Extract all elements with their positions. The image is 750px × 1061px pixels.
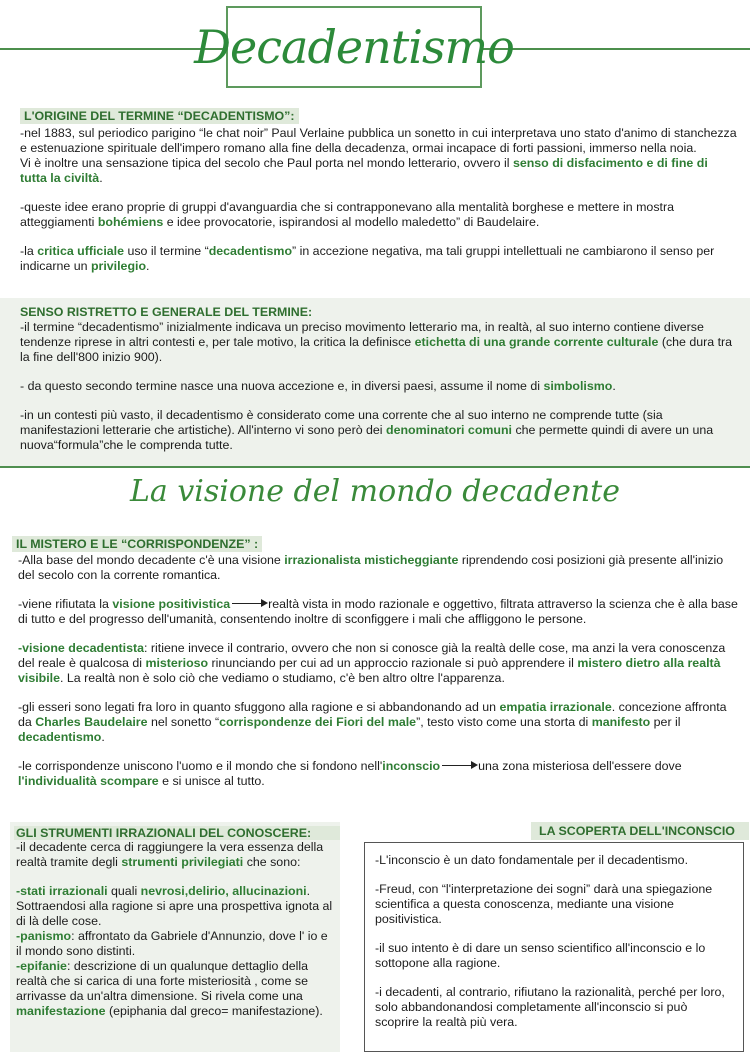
highlight: inconscio xyxy=(382,759,441,773)
paragraph: -il suo intento è di dare un senso scientifico all'inconscio e lo sottopone alla ragione. xyxy=(375,941,706,970)
highlight: mistero dietro alla realtà visibile xyxy=(18,656,721,685)
text: -nel 1883, sul periodico parigino “le chat noir” Paul Verlaine pubblica un sonetto in cui interpretava uno stato d'animo di stanchezza e estenuazione spirituale dell'impero romano alla fine della decadenza, ormai incapace di forti passioni, immerso nella noia. xyxy=(20,126,737,155)
highlight: -epifanie xyxy=(16,959,67,973)
title-rule-left xyxy=(0,48,226,50)
heading-text: SENSO RISTRETTO E GENERALE DEL TERMINE: xyxy=(20,305,313,319)
paragraph xyxy=(18,700,738,745)
page-title: Decadentismo xyxy=(194,20,514,74)
text: -le corrispondenze uniscono l'uomo e il mondo che si fondono nell' xyxy=(18,759,383,773)
text: per il xyxy=(650,715,681,729)
unconscious-panel xyxy=(364,842,744,1052)
paragraph xyxy=(18,641,738,686)
highlight: empatia irrazionale xyxy=(499,700,612,714)
paragraph xyxy=(16,929,334,959)
highlight: etichetta di una grande corrente culturale xyxy=(414,335,659,349)
arrow-right-icon xyxy=(442,765,476,766)
text: . xyxy=(612,379,616,393)
highlight: -panismo xyxy=(16,929,72,943)
highlight: bohémiens xyxy=(97,215,164,229)
highlight: Charles Baudelaire xyxy=(35,715,148,729)
text: che sono: xyxy=(243,855,301,869)
highlight: misterioso xyxy=(145,656,209,670)
text: -in un contesti più vasto, il decadentismo è considerato come una corrente che al suo interno ne comprende tutte (sia manifestazioni letterarie che artistiche). All'interno vi sono però dei xyxy=(20,408,663,437)
highlight: corrispondenze dei Fiori del male xyxy=(219,715,417,729)
text: -la xyxy=(20,244,38,258)
text: . xyxy=(146,259,150,273)
text: . concezione affronta da xyxy=(18,700,727,729)
highlight: l'individualità scompare xyxy=(18,774,159,788)
irrational-tools-heading: GLI STRUMENTI IRRAZIONALI DEL CONOSCERE: xyxy=(14,826,340,840)
text: rinunciando per cui ad un approccio razionale si può apprendere il xyxy=(208,656,578,670)
paragraph xyxy=(20,320,738,365)
section-mystery xyxy=(12,535,738,789)
paragraph: -L'inconscio è un dato fondamentale per il decadentismo. xyxy=(375,853,689,867)
highlight: privilegio xyxy=(90,259,147,273)
text: : affrontato da Gabriele d'Annunzio, dove l' io e il mondo sono distinti. xyxy=(16,929,328,958)
highlight: visione positivistica xyxy=(112,597,231,611)
text: (epiphania dal greco= manifestazione). xyxy=(105,1004,323,1018)
page-title-box xyxy=(194,6,514,88)
paragraph xyxy=(18,597,738,627)
paragraph xyxy=(18,759,738,789)
highlight: manifesto xyxy=(591,715,651,729)
highlight: irrazionalista misticheggiante xyxy=(284,553,459,567)
text: -Alla base del mondo decadente c'è una visione xyxy=(18,553,285,567)
text: (che dura tra la fine dell'800 inizio 900). xyxy=(20,335,733,364)
text: . Sottraendosi alla ragione si apre una prospettiva ignota al di là delle cose. xyxy=(16,884,333,928)
highlight: nevrosi,delirio, allucinazioni xyxy=(140,884,307,898)
text: che permette quindi di avere un una nuova“formula”che le comprenda tutte. xyxy=(20,423,714,452)
paragraph xyxy=(18,553,738,583)
section-origin-heading: L'ORIGINE DEL TERMINE “DECADENTISMO”: xyxy=(20,108,299,124)
highlight: senso di disfacimento e di fine di tutta la civiltà xyxy=(20,156,708,185)
text: : descrizione di un qualunque dettaglio della realtà che si carica di una forte misteriosità , come se arrivasse da un'altra dimensione. Si rivela come una xyxy=(16,959,309,1003)
unconscious-heading: LA SCOPERTA DELL'INCONSCIO xyxy=(531,822,749,840)
text: . xyxy=(101,730,105,744)
highlight: denominatori comuni xyxy=(386,423,512,437)
text: -queste idee erano proprie di gruppi d'avanguardia che si contrapponevano alla mentalità borghese e mettere in mostra atteggiamenti xyxy=(20,200,674,229)
text: . La realtà non è solo ciò che vediamo o studiamo, c'è ben altro oltre l'apparenza. xyxy=(60,671,505,685)
text: -viene rifiutata la xyxy=(18,597,113,611)
highlight: critica ufficiale xyxy=(37,244,124,258)
text: e si unisce al tutto. xyxy=(158,774,265,788)
text: uso il termine “ xyxy=(124,244,209,258)
paragraph xyxy=(16,840,334,870)
highlight: strumenti privilegiati xyxy=(121,855,244,869)
paragraph xyxy=(20,379,738,394)
paragraph xyxy=(20,244,738,274)
paragraph: -i decadenti, al contrario, rifiutano la razionalità, perché per loro, solo abbandonandosi completamente all'inconscio si può scoprire la realtà più vera. xyxy=(375,985,725,1029)
paragraph xyxy=(20,408,738,453)
section-meaning xyxy=(20,305,738,453)
text: una zona misteriosa dell'essere dove xyxy=(478,759,682,773)
text: e idee provocatorie, ispirandosi al modello maledetto” di Baudelaire. xyxy=(163,215,540,229)
highlight: manifestazione xyxy=(16,1004,106,1018)
arrow-right-icon xyxy=(232,603,266,604)
text: . xyxy=(99,171,103,185)
paragraph xyxy=(20,156,738,186)
text: : ritiene invece il contrario, ovvero che non si conosce già la realtà delle cose, ma anzi la vera conoscenza del reale è qualcosa di xyxy=(18,641,726,670)
text: -il termine “decadentismo” inizialmente indicava un preciso movimento letterario ma, in realtà, al suo interno contiene diverse tendenze riprese in altri contesti e, per tale motivo, la critica la definisce xyxy=(20,320,704,349)
highlight: decadentismo xyxy=(208,244,293,258)
paragraph xyxy=(16,884,334,929)
section-meaning-heading xyxy=(20,305,738,320)
title-rule-right xyxy=(482,48,750,50)
section-origin xyxy=(20,107,738,274)
text: realtà vista in modo razionale e oggettivo, filtrata attraverso la scienza che è alla base di tutto e del progresso dell'umanità, consentendo inoltre di sconfiggere i mali che affliggono le persone. xyxy=(18,597,738,626)
text: nel sonetto “ xyxy=(147,715,220,729)
paragraph xyxy=(20,126,738,156)
text: - da questo secondo termine nasce una nuova accezione e, in diversi paesi, assume il nome di xyxy=(20,379,544,393)
text: riprendendo cosi posizioni già presente all'inizio del secolo con la corrente romantica. xyxy=(18,553,724,582)
section-subtitle: La visione del mondo decadente xyxy=(129,474,620,509)
text: quali xyxy=(107,884,141,898)
highlight: -visione decadentista xyxy=(18,641,145,655)
text: -gli esseri sono legati fra loro in quanto sfuggono alla ragione e si abbandonando ad un xyxy=(18,700,500,714)
paragraph xyxy=(20,200,738,230)
text: -il decadente cerca di raggiungere la vera essenza della realtà tramite degli xyxy=(16,840,324,869)
paragraph: -Freud, con “l'interpretazione dei sogni” darà una spiegazione scientifica a questa conoscenza, mediante una visione positivistica. xyxy=(375,882,713,926)
highlight: decadentismo xyxy=(18,730,102,744)
text: ” in accezione negativa, ma tali gruppi intellettuali ne cambiarono il senso per indicarne un xyxy=(20,244,715,273)
text: Vi è inoltre una sensazione tipica del secolo che Paul porta nel mondo letterario, ovvero il xyxy=(20,156,513,170)
irrational-tools-panel xyxy=(10,822,340,1052)
section-mystery-heading: IL MISTERO E LE “CORRISPONDENZE” : xyxy=(12,536,262,552)
text: ”, testo visto come una storta di xyxy=(416,715,592,729)
highlight: -stati irrazionali xyxy=(16,884,108,898)
paragraph xyxy=(16,959,334,1019)
highlight: simbolismo xyxy=(543,379,613,393)
